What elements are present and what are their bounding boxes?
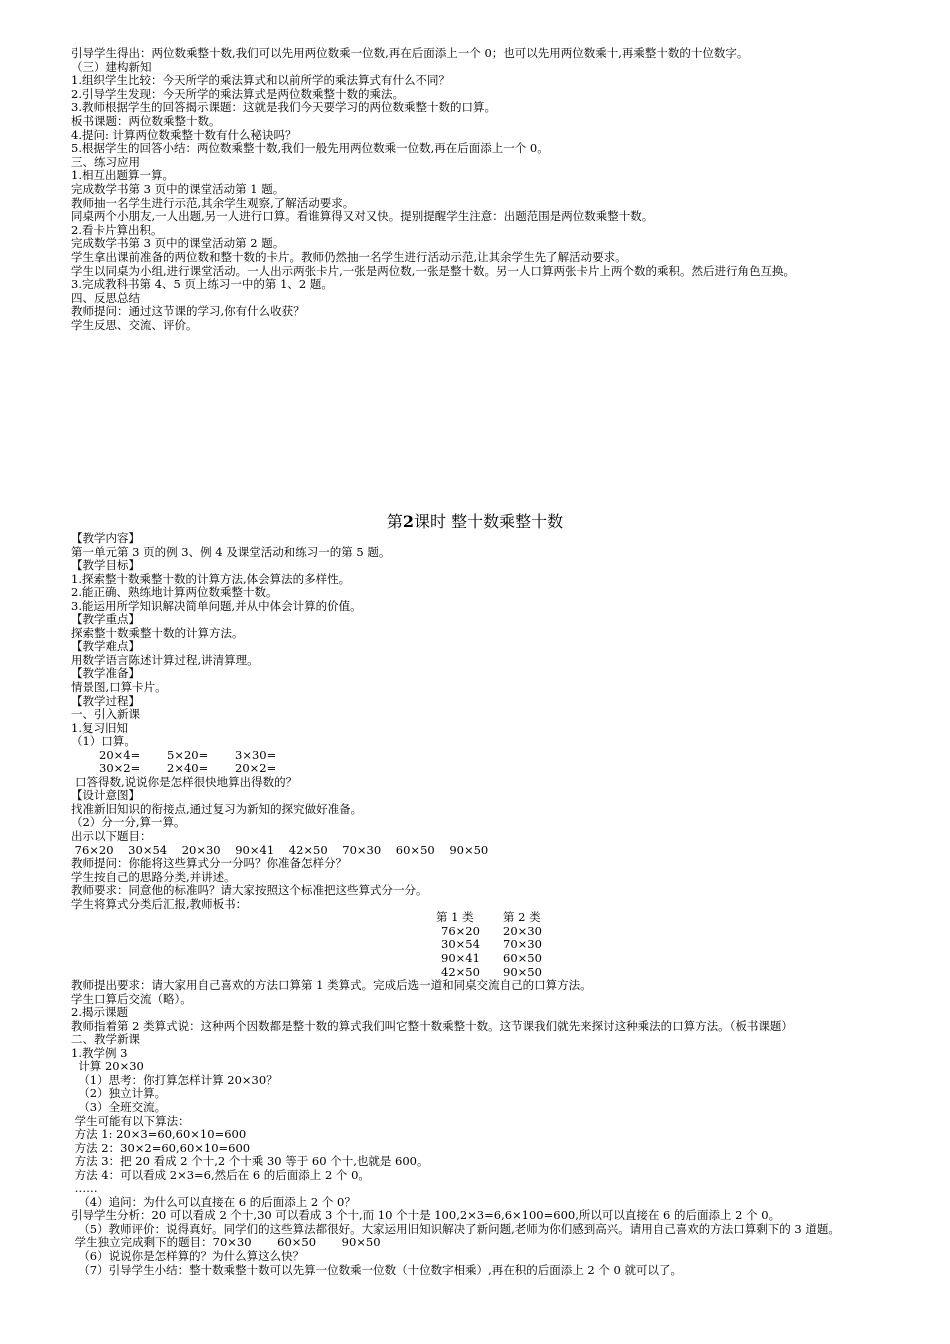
text-line: 2.引导学生发现：今天所学的乘法算式是两位数乘整十数的乘法。 [71,86,404,101]
bracket-heading: 【教学过程】 [71,693,140,708]
oral-problem: 20×4= [99,747,141,762]
text-line: 学生可能有以下算法： [71,1113,190,1128]
title-prefix: 第 [386,512,403,531]
text-line: 1.教学例 3 [71,1045,128,1060]
classify-row [71,952,931,966]
text-line: 计算 20×30 [71,1059,144,1074]
text-line: 学生反思、交流、评价。 [71,317,198,332]
text-line: 口答得数,说说你是怎样很快地算出得数的？ [75,774,298,789]
method-line: 方法 2：30×2=60,60×10=600 [71,1140,251,1155]
text-line: 1.组织学生比较：今天所学的乘法算式和以前所学的乘法算式有什么不同？ [71,73,450,88]
class-2-header: 第 2 类 [503,910,541,925]
text-line: 1.探索整十数乘整十数的计算方法,体会算法的多样性。 [71,571,351,586]
text-line: 教师要求：同意他的标准吗？请大家按照这个标准把这些算式分一分。 [71,883,428,898]
text-line: （三）建构新知 [71,59,152,74]
text-line: （1）思考：你打算怎样计算 20×30？ [71,1072,278,1087]
text-line: 找准新旧知识的衔接点,通过复习为新知的探究做好准备。 [71,801,363,816]
class-1-header: 第 1 类 [436,910,474,925]
text-line: 第一单元第 3 页的例 3、例 4 及课堂活动和练习一的第 5 题。 [71,544,391,559]
text-line: 完成数学书第 3 页中的课堂活动第 1 题。 [71,181,285,196]
oral-row [71,762,931,776]
class-2-item: 20×30 [503,923,542,938]
text-line: 3.能运用所学知识解决简单问题,并从中体会计算的价值。 [71,598,362,613]
lesson-title [0,512,950,532]
method-line: 方法 4：可以看成 2×3=6,然后在 6 的后面添上 2 个 0。 [71,1167,370,1182]
ellipsis-line: …… [71,1181,98,1196]
title-suffix: 课时 整十数乘整十数 [414,512,564,531]
text-line: （3）全班交流。 [71,1099,167,1114]
text-line: 4.提问: 计算两位数乘整十数有什么秘诀吗？ [71,127,297,142]
text-line: （2）分一分,算一算。 [71,815,186,830]
bracket-heading: 【设计意图】 [71,788,140,803]
text-line: （1）口算。 [71,734,136,749]
oral-problem: 3×30= [235,747,277,762]
text-line: （6）说说你是怎样算的？为什么算这么快？ [71,1248,305,1263]
section-heading: 一、引入新课 [71,707,140,722]
text-line: 教师提问：通过这节课的学习,你有什么收获？ [71,304,305,319]
classify-row [71,925,931,939]
title-number: 2 [402,512,415,531]
text-line: 5.根据学生的回答小结：两位数乘整十数,我们一般先用两位数乘一位数,再在后面添上一个 0。 [71,141,549,156]
text-line: （2）独立计算。 [71,1086,167,1101]
text-line: （7）引导学生小结：整十数乘整十数可以先算一位数乘一位数（十位数字相乘）,再在积的后面添上 2 个 0 就可以了。 [71,1262,683,1277]
method-line: 方法 1: 20×3=60,60×10=600 [71,1127,247,1142]
text-line: 1.相互出题算一算。 [71,168,174,183]
classify-row [71,966,931,980]
section-heading: 二、教学新课 [71,1032,140,1047]
oral-row [71,749,931,763]
bracket-heading: 【教学难点】 [71,639,140,654]
text-line: 同桌两个小朋友,一人出题,另一人进行口算。看谁算得又对又快。提别提醒学生注意：出题范围是两位数乘整十数。 [71,209,654,224]
class-1-item: 42×50 [441,964,480,979]
expression-list: 76×20 30×54 20×30 90×41 42×50 70×30 60×50 90×50 [71,842,489,857]
text-line: 引导学生得出：两位数乘整十数,我们可以先用两位数乘一位数,再在后面添上一个 0；也可以先用两位数乘十,再乘整十数的十位数字。 [71,46,749,60]
text-line: 学生口算后交流（略）。 [71,991,192,1006]
bracket-heading: 【教学内容】 [71,531,140,545]
text-line: （5）教师评价：说得真好。同学们的这些算法都很好。大家运用旧知识解决了新问题,老师为你们感到高兴。请用自己喜欢的方法口算剩下的 3 道题。 [71,1221,840,1236]
text-line: 引导学生分析：20 可以看成 2 个十,30 可以看成 3 个十,而 10 个十是 100,2×3=6,6×100=600,所以可以直接在 6 的后面添上 2 个 0。 [71,1208,781,1223]
text-line: 教师指着第 2 类算式说：这种两个因数都是整十数的算式我们叫它整十数乘整十数。这节课我们就先来探讨这种乘法的口算方法。（板书课题） [71,1018,793,1033]
class-2-item: 90×50 [503,964,542,979]
text-line: （4）追问：为什么可以直接在 6 的后面添上 2 个 0？ [71,1194,356,1209]
text-line: 学生拿出课前准备的两位数和整十数的卡片。教师仍然抽一名学生进行活动示范,让其余学生先了解活动要求。 [71,249,627,264]
text-line: 教师抽一名学生进行示范,其余学生观察,了解活动要求。 [71,195,355,210]
classify-row [71,938,931,952]
text-line: 完成数学书第 3 页中的课堂活动第 2 题。 [71,236,285,251]
text-line: 学生按自己的思路分类,并讲述。 [71,869,236,884]
text-line: 教师提问：你能将这些算式分一分吗？你准备怎样分？ [71,856,347,871]
text-line: 学生以同桌为小组,进行课堂活动。一人出示两张卡片,一张是两位数,一张是整十数。另一人口算两张卡片上两个数的乘积。然后进行角色互换。 [71,263,795,278]
bracket-heading: 【教学准备】 [71,666,140,681]
classify-header-row [71,911,931,925]
class-1-item: 30×54 [441,937,480,952]
lesson2-body [71,532,931,1277]
text-line: 2.揭示课题 [71,1005,128,1020]
text-line: 2.能正确、熟练地计算两位数乘整十数。 [71,585,278,600]
bracket-heading: 【教学重点】 [71,612,140,627]
oral-problem: 2×40= [167,761,209,776]
class-1-item: 76×20 [441,923,480,938]
oral-problem: 20×2= [235,761,277,776]
text-line: 学生将算式分类后汇报,教师板书： [71,896,248,911]
class-2-item: 60×50 [503,950,542,965]
text-line: 出示以下题目： [71,829,152,844]
class-2-item: 70×30 [503,937,542,952]
text-line: 3.完成教科书第 4、5 页上练习一中的第 1、2 题。 [71,277,333,292]
section-heading: 四、反思总结 [71,290,140,305]
oral-problem: 30×2= [99,761,141,776]
text-line: 情景图,口算卡片。 [71,680,167,695]
method-line: 方法 3：把 20 看成 2 个十,2 个十乘 30 等于 60 个十,也就是 600。 [71,1154,429,1169]
lesson1-continuation [71,47,931,332]
bracket-heading: 【教学目标】 [71,558,140,573]
text-line: 3.教师根据学生的回答揭示课题：这就是我们今天要学习的两位数乘整十数的口算。 [71,100,496,115]
text-line: 探索整十数乘整十数的计算方法。 [71,625,244,640]
text-line: 用数学语言陈述计算过程,讲清算理。 [71,652,259,667]
text-line: 学生独立完成剩下的题目：70×30 60×50 90×50 [71,1235,381,1250]
oral-problem: 5×20= [167,747,209,762]
section-heading: 三、练习应用 [71,154,140,169]
text-line: 1.复习旧知 [71,720,128,735]
text-line: 教师提出要求：请大家用自己喜欢的方法口算第 1 类算式。完成后选一道和同桌交流自己的口算方法。 [71,978,592,993]
text-line: 2.看卡片算出积。 [71,222,163,237]
class-1-item: 90×41 [441,950,480,965]
text-line: 板书课题：两位数乘整十数。 [71,113,221,128]
